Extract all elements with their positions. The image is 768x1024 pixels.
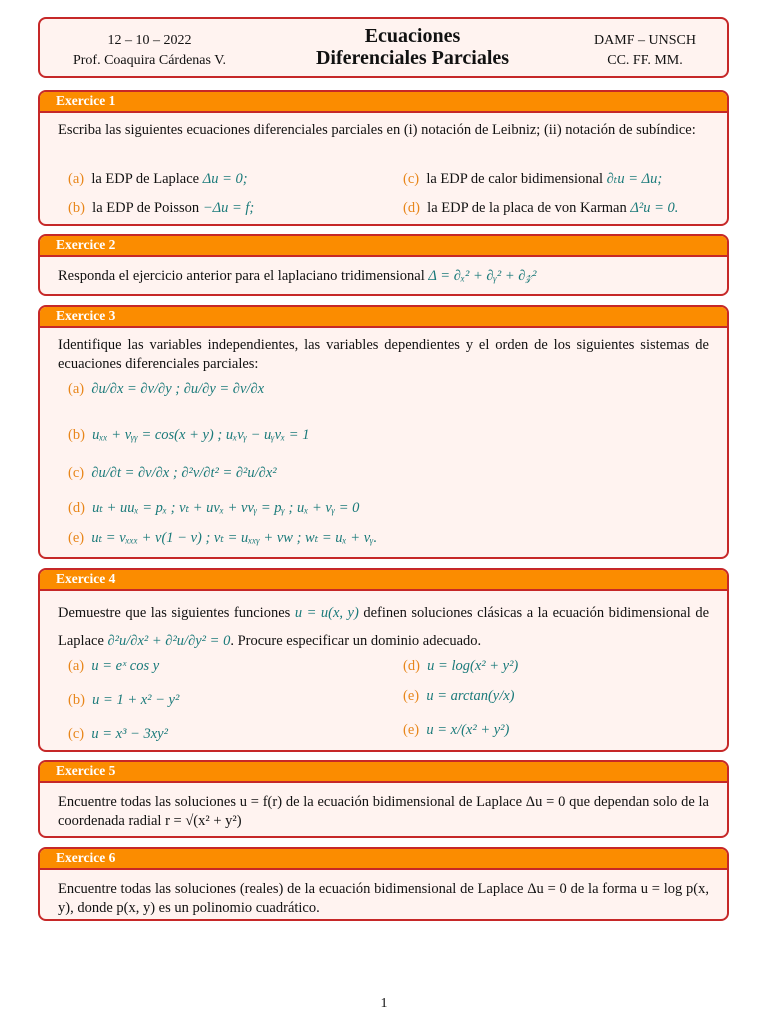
exercise-title: Exercice 6 <box>40 849 727 870</box>
list-item: (e) u = x/(x² + y²) <box>403 722 510 738</box>
department: DAMF – UNSCH <box>594 33 696 48</box>
title-line-1: Ecuaciones <box>364 25 461 47</box>
list-item: (a) la EDP de Laplace Δu = 0; <box>68 171 248 187</box>
list-item: (c) u = x³ − 3xy² <box>68 726 168 742</box>
document-title <box>270 25 555 69</box>
exercise-statement: Identifique las variables independientes, las variables dependientes y el orden de los siguientes sistemas de ecuaciones diferenciales parciales: <box>58 337 709 372</box>
document-header <box>38 17 729 78</box>
exercise-2 <box>38 234 729 296</box>
exercise-title: Exercice 1 <box>40 92 727 113</box>
exercise-4 <box>38 568 729 752</box>
exercise-title: Exercice 5 <box>40 762 727 783</box>
list-item: (b) u = 1 + x² − y² <box>68 692 180 708</box>
header-right <box>585 31 705 71</box>
list-item: (e) u = arctan(y/x) <box>403 688 515 704</box>
exercise-statement: Demuestre que las siguientes funciones u = u(x, y) definen soluciones clásicas a la ecuación bidimensional de Laplace ∂²u/∂x² + ∂²u/∂y² = 0. Procure especificar un dominio adecuado. <box>58 605 710 649</box>
faculty: CC. FF. MM. <box>607 53 683 68</box>
list-item: (b) la EDP de Poisson −Δu = f; <box>68 200 255 216</box>
list-item: (c) la EDP de calor bidimensional ∂ₜu = Δu; <box>403 171 663 187</box>
title-line-2: Diferenciales Parciales <box>315 47 510 69</box>
list-item: (d) la EDP de la placa de von Karman Δ²u = 0. <box>403 200 679 216</box>
exercise-statement: Encuentre todas las soluciones (reales) de la ecuación bidimensional de Laplace Δu = 0 de la forma u = log p(x, y), donde p(x, y) es un polinomio cuadrático. <box>58 881 709 916</box>
exercise-statement: Responda el ejercicio anterior para el laplaciano tridimensional Δ = ∂ₓ² + ∂ᵧ² + ∂𝓏² <box>58 268 537 284</box>
list-item: (a) u = eˣ cos y <box>68 658 160 674</box>
header-left <box>62 31 237 71</box>
date: 12 – 10 – 2022 <box>107 33 192 48</box>
exercise-3 <box>38 305 729 559</box>
laplacian-3d: Δ = ∂ₓ² + ∂ᵧ² + ∂𝓏² <box>428 268 537 284</box>
exercise-6 <box>38 847 729 921</box>
list-item: (e) uₜ = vₓₓₓ + v(1 − v) ; vₜ = uₓₓᵧ + vw ; wₜ = uₓ + vᵧ. <box>68 530 378 546</box>
page-number: 1 <box>380 996 388 1011</box>
exercise-5 <box>38 760 729 838</box>
exercise-statement: Escriba las siguientes ecuaciones diferenciales parciales en (i) notación de Leibniz; (ii) notación de subíndice: <box>58 122 696 138</box>
exercise-title: Exercice 4 <box>40 570 727 591</box>
list-item: (d) uₜ + uuₓ = pₓ ; vₜ + uvₓ + vvᵧ = pᵧ ; uₓ + vᵧ = 0 <box>68 500 360 516</box>
list-item: (b) uₓₓ + vᵧᵧ = cos(x + y) ; uₓvᵧ − uᵧvₓ = 1 <box>68 427 310 443</box>
list-item: (a) ∂u/∂x = ∂v/∂y ; ∂u/∂y = ∂v/∂x <box>68 381 265 397</box>
exercise-1 <box>38 90 729 226</box>
exercise-title: Exercice 2 <box>40 236 727 257</box>
list-item: (c) ∂u/∂t = ∂v/∂x ; ∂²v/∂t² = ∂²u/∂x² <box>68 465 277 481</box>
exercise-title: Exercice 3 <box>40 307 727 328</box>
list-item: (d) u = log(x² + y²) <box>403 658 519 674</box>
professor-name: Prof. Coaquira Cárdenas V. <box>72 53 227 68</box>
exercise-statement: Encuentre todas las soluciones u = f(r) de la ecuación bidimensional de Laplace Δu = 0 que dependan solo de la coordenada radial r = √(x² + y²) <box>58 794 709 829</box>
